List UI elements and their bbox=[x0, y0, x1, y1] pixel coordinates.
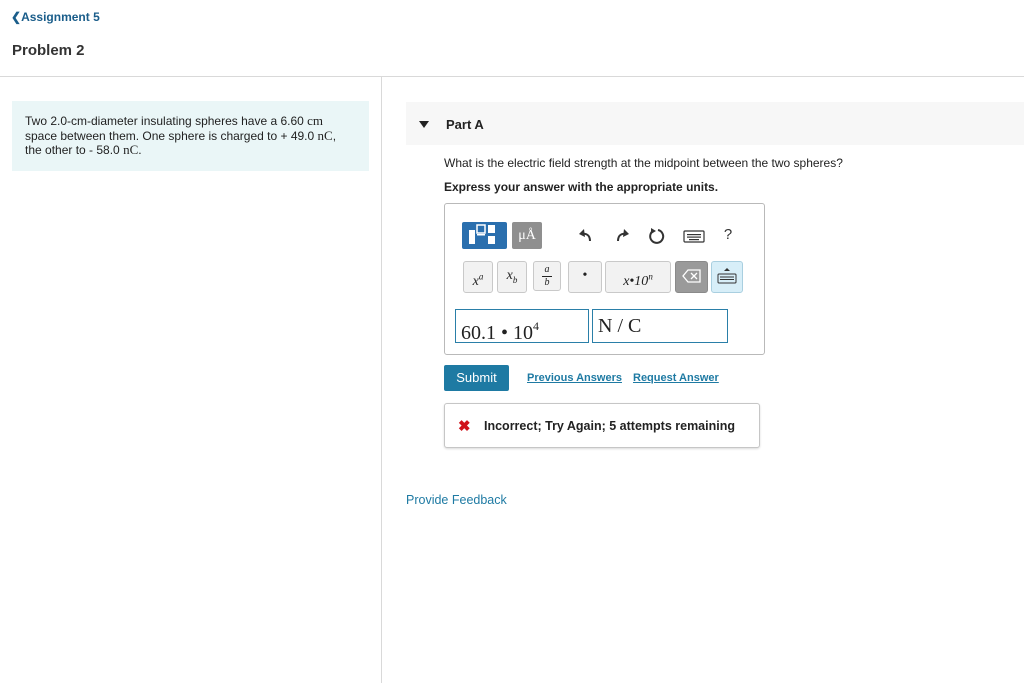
unit-nc-2: nC bbox=[123, 142, 139, 157]
subscript-key-label: $x_b$ bbox=[506, 268, 518, 285]
scientific-notation-label: x•10$^n$ bbox=[623, 271, 653, 289]
show-keyboard-key[interactable] bbox=[711, 261, 743, 293]
instruction-text: Express your answer with the appropriate units. bbox=[444, 180, 719, 194]
column-divider bbox=[381, 77, 382, 683]
undo-icon[interactable] bbox=[576, 226, 596, 246]
fraction-key[interactable] bbox=[533, 261, 561, 291]
collapse-caret-icon[interactable] bbox=[419, 121, 429, 128]
previous-answers-link[interactable]: Previous Answers bbox=[527, 372, 622, 384]
incorrect-x-icon: ✖ bbox=[458, 418, 471, 435]
problem-text-1: Two 2.0-cm-diameter insulating spheres have a 6.60 bbox=[25, 114, 304, 128]
redo-icon[interactable] bbox=[612, 226, 632, 246]
provide-feedback-link[interactable]: Provide Feedback bbox=[406, 493, 507, 507]
unit-nc-1: nC bbox=[317, 127, 333, 143]
fraction-denominator: b bbox=[544, 277, 550, 288]
superscript-key[interactable] bbox=[463, 261, 493, 293]
problem-text-4: the other to - 58.0 bbox=[25, 143, 120, 157]
problem-statement bbox=[12, 101, 369, 171]
keyboard-toggle-icon bbox=[716, 266, 738, 286]
part-a-label: Part A bbox=[446, 117, 484, 132]
answer-value-base: 60.1 • 10 bbox=[461, 322, 534, 344]
problem-text-2: space between them. One sphere is charged to + 49.0 bbox=[25, 128, 315, 143]
fraction-numerator: a bbox=[544, 264, 550, 275]
answer-units-input[interactable]: N / C bbox=[592, 309, 728, 343]
delete-key[interactable] bbox=[675, 261, 708, 293]
unit-cm: cm bbox=[307, 113, 324, 128]
templates-button[interactable] bbox=[462, 222, 507, 249]
scientific-notation-key[interactable] bbox=[605, 261, 671, 293]
feedback-text: Incorrect; Try Again; 5 attempts remaining bbox=[484, 419, 735, 433]
reset-icon[interactable] bbox=[646, 226, 666, 246]
submit-button[interactable]: Submit bbox=[444, 365, 509, 391]
keyboard-icon[interactable] bbox=[683, 228, 705, 244]
back-to-assignment-link[interactable] bbox=[11, 10, 100, 24]
part-a-header[interactable] bbox=[406, 102, 1024, 145]
problem-text-5: . bbox=[138, 143, 142, 157]
back-link-label: Assignment 5 bbox=[21, 10, 100, 24]
problem-text-3: , bbox=[332, 128, 337, 143]
answer-value-exponent: 4 bbox=[533, 319, 540, 333]
units-button[interactable]: μÅ bbox=[512, 222, 542, 249]
dot-key[interactable]: • bbox=[568, 261, 602, 293]
templates-icon bbox=[462, 222, 507, 249]
subscript-key[interactable] bbox=[497, 261, 527, 293]
header-divider bbox=[0, 76, 1024, 77]
chevron-left-icon: ❮ bbox=[11, 10, 22, 24]
backspace-icon bbox=[682, 269, 702, 283]
help-button[interactable]: ? bbox=[723, 226, 733, 243]
page-title: Problem 2 bbox=[12, 42, 85, 59]
answer-value-input[interactable] bbox=[455, 309, 589, 343]
superscript-key-label: $x^a$ bbox=[472, 271, 484, 289]
question-text: What is the electric field strength at the midpoint between the two spheres? bbox=[444, 156, 843, 170]
request-answer-link[interactable]: Request Answer bbox=[633, 372, 719, 384]
